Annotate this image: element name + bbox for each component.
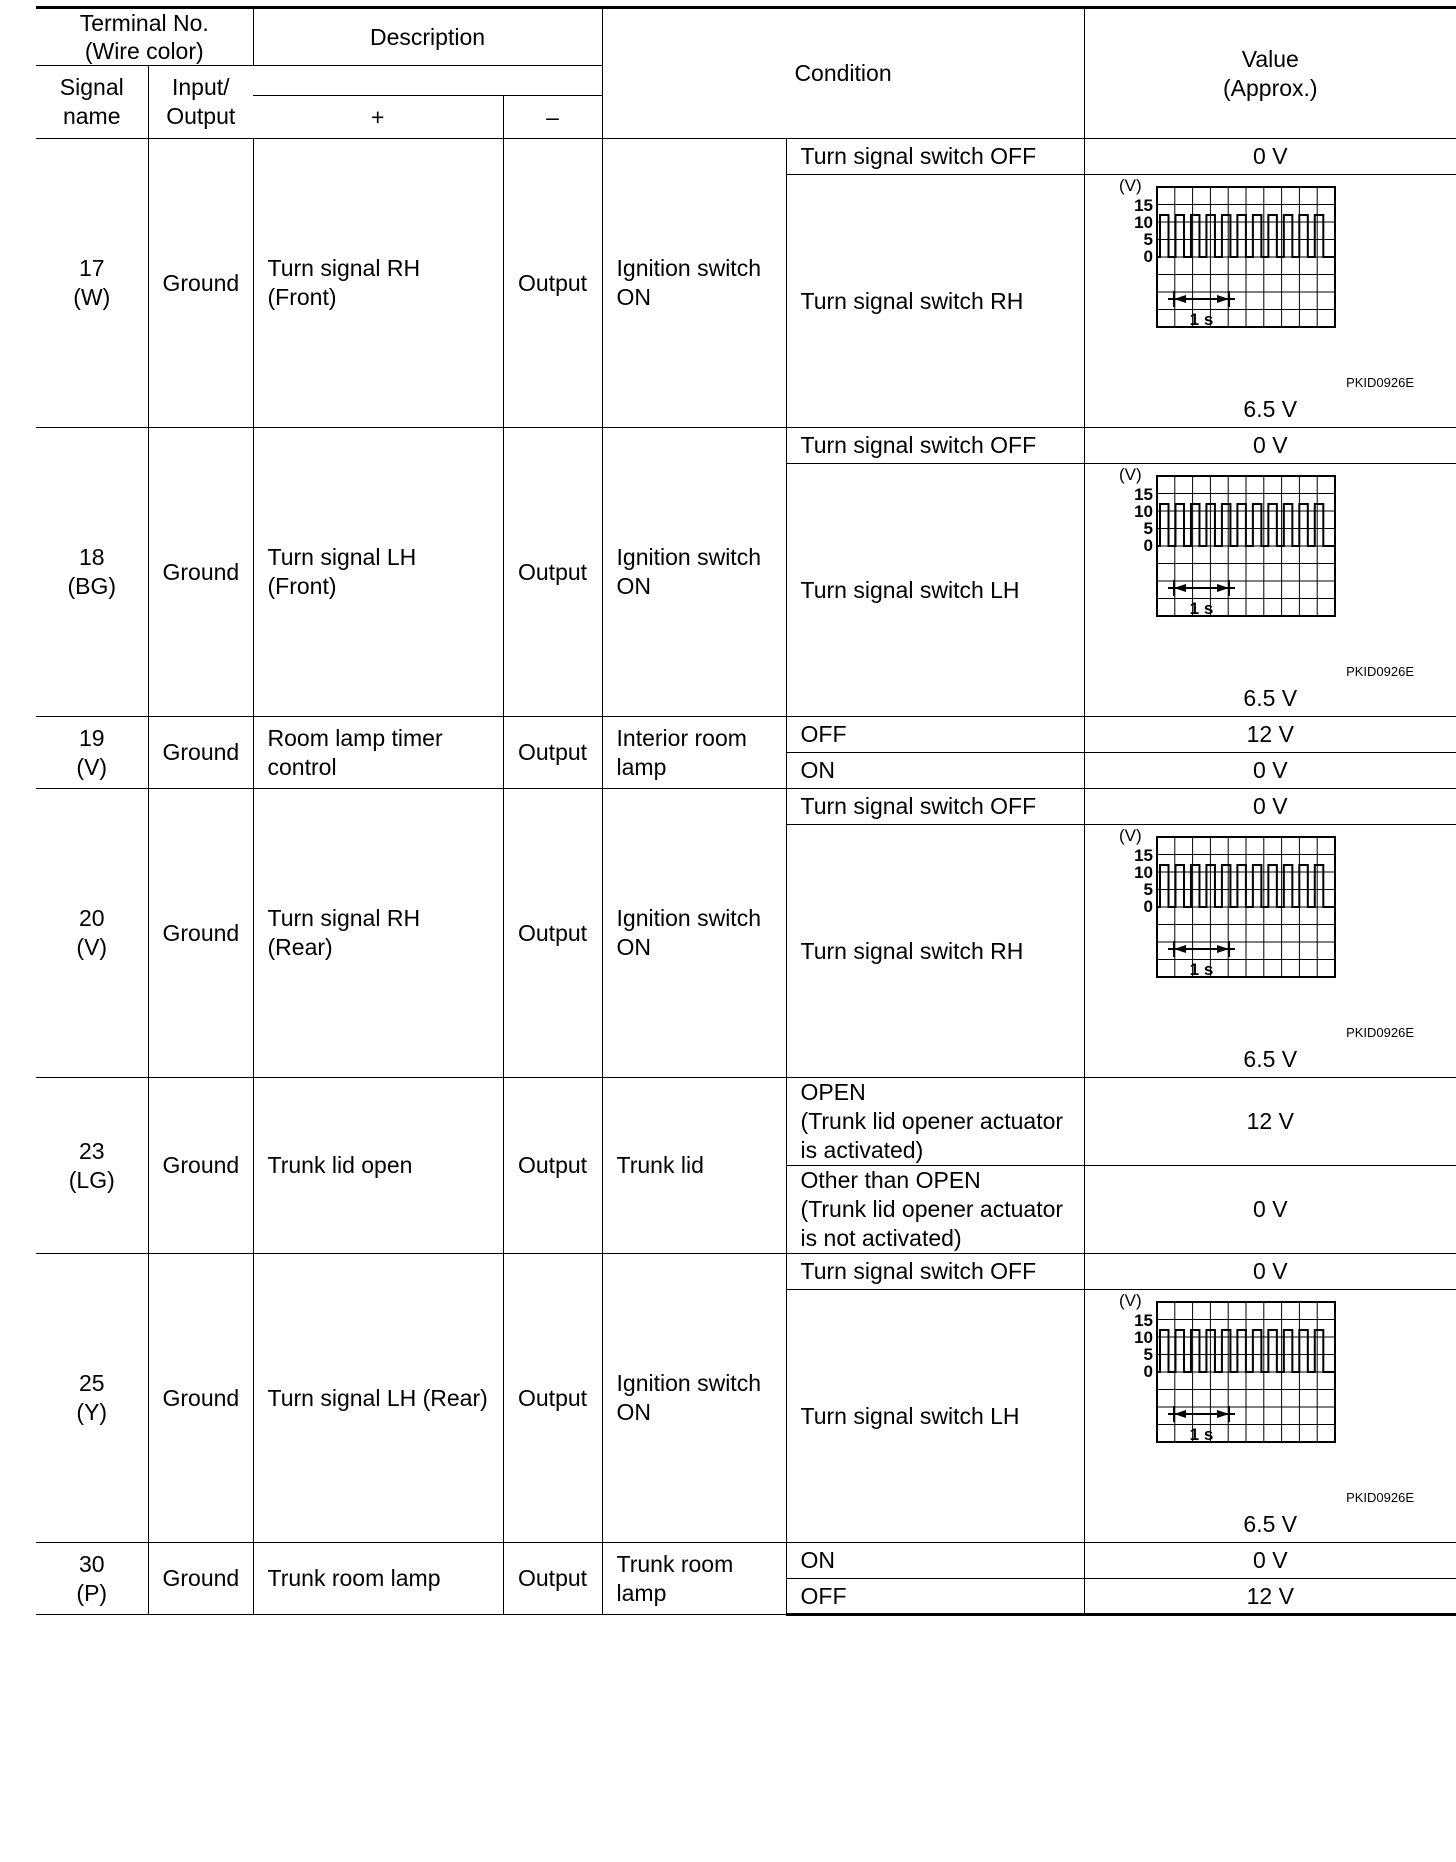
waveform-figure	[1085, 1290, 1456, 1542]
waveform-figure	[1085, 175, 1456, 427]
condition-main: Ignition switch ON	[602, 428, 786, 717]
square-wave-trace	[1157, 865, 1335, 907]
value-cell-text: 6.5 V	[1243, 396, 1298, 422]
table-body	[36, 139, 1456, 1615]
square-wave-graph	[1118, 176, 1415, 361]
value-cell: 0 V	[1084, 753, 1456, 789]
condition-sub: OFF	[786, 717, 1084, 753]
header-input-output: Input/ Output	[148, 66, 253, 139]
y-tick-label: 10	[1133, 502, 1153, 521]
terminal-reference-table	[36, 6, 1456, 1616]
ground-terminal: Ground	[148, 1254, 253, 1543]
header-minus: –	[503, 96, 602, 139]
condition-main: Ignition switch ON	[602, 1254, 786, 1543]
time-scale-label: 1 s	[1189, 310, 1213, 329]
table-row	[36, 1078, 1456, 1166]
time-scale-marker	[1168, 1406, 1235, 1422]
value-cell: 12 V	[1084, 1078, 1456, 1166]
y-tick-label: 15	[1133, 485, 1153, 504]
y-unit-label: (V)	[1118, 465, 1142, 484]
condition-sub: ON	[786, 1543, 1084, 1579]
terminal-number: 23 (LG)	[36, 1078, 148, 1254]
ground-terminal: Ground	[148, 789, 253, 1078]
condition-main: Trunk room lamp	[602, 1543, 786, 1615]
value-cell: 0 V	[1084, 1543, 1456, 1579]
condition-sub: Turn signal switch OFF	[786, 789, 1084, 825]
ground-terminal: Ground	[148, 1543, 253, 1615]
value-cell: 12 V	[1084, 1579, 1456, 1615]
y-tick-label: 15	[1133, 846, 1153, 865]
marker-arrow-left	[1174, 945, 1186, 953]
marker-arrow-right	[1217, 1410, 1229, 1418]
value-cell: 0 V	[1084, 428, 1456, 464]
y-unit-label: (V)	[1118, 826, 1142, 845]
time-scale-marker	[1168, 941, 1235, 957]
value-cell: 0 V	[1084, 789, 1456, 825]
y-tick-labels	[1134, 846, 1153, 916]
value-cell: 0 V	[1084, 1166, 1456, 1254]
y-tick-label: 15	[1133, 196, 1153, 215]
table-row	[36, 717, 1456, 753]
input-output: Output	[503, 1543, 602, 1615]
marker-arrow-left	[1174, 584, 1186, 592]
y-tick-labels	[1134, 1311, 1153, 1381]
marker-arrow-right	[1217, 945, 1229, 953]
condition-sub: ON	[786, 753, 1084, 789]
figure-code: PKID0926E	[1346, 664, 1415, 679]
input-output: Output	[503, 1078, 602, 1254]
table-row	[36, 789, 1456, 825]
terminal-number: 20 (V)	[36, 789, 148, 1078]
condition-sub: Turn signal switch LH	[786, 1290, 1084, 1543]
terminal-number: 30 (P)	[36, 1543, 148, 1615]
condition-sub: Turn signal switch RH	[786, 175, 1084, 428]
value-waveform-cell	[1084, 1290, 1456, 1543]
value-cell-text: 6.5 V	[1243, 1046, 1298, 1072]
table-row	[36, 1543, 1456, 1579]
condition-sub: Turn signal switch RH	[786, 825, 1084, 1078]
y-tick-label: 10	[1133, 863, 1153, 882]
signal-name: Room lamp timer control	[253, 717, 503, 789]
header-value: Value (Approx.)	[1084, 8, 1456, 139]
value-cell: 12 V	[1084, 717, 1456, 753]
y-tick-label: 0	[1143, 536, 1153, 555]
signal-name: Turn signal LH (Front)	[253, 428, 503, 717]
marker-arrow-left	[1174, 1410, 1186, 1418]
square-wave-trace	[1157, 215, 1335, 257]
condition-sub: Turn signal switch OFF	[786, 139, 1084, 175]
y-tick-label: 0	[1143, 1362, 1153, 1381]
input-output: Output	[503, 428, 602, 717]
square-wave-graph	[1118, 1291, 1415, 1476]
ground-terminal: Ground	[148, 428, 253, 717]
condition-main: Ignition switch ON	[602, 139, 786, 428]
y-tick-label: 10	[1133, 213, 1153, 232]
y-tick-labels	[1134, 196, 1153, 266]
input-output: Output	[503, 139, 602, 428]
header-signal-name: Signal name	[36, 66, 148, 139]
condition-main: Ignition switch ON	[602, 789, 786, 1078]
input-output: Output	[503, 717, 602, 789]
condition-sub: OFF	[786, 1579, 1084, 1615]
value-cell-text: 6.5 V	[1243, 1511, 1298, 1537]
signal-name: Turn signal LH (Rear)	[253, 1254, 503, 1543]
time-scale-label: 1 s	[1189, 599, 1213, 618]
waveform-figure	[1085, 825, 1456, 1077]
ground-terminal: Ground	[148, 1078, 253, 1254]
figure-code: PKID0926E	[1346, 1025, 1415, 1040]
terminal-number: 18 (BG)	[36, 428, 148, 717]
y-tick-label: 15	[1133, 1311, 1153, 1330]
signal-name: Trunk lid open	[253, 1078, 503, 1254]
condition-sub: Turn signal switch LH	[786, 464, 1084, 717]
header-description: Description	[253, 8, 602, 66]
value-cell-text: 6.5 V	[1243, 685, 1298, 711]
y-tick-label: 0	[1143, 897, 1153, 916]
condition-main: Trunk lid	[602, 1078, 786, 1254]
y-tick-label: 5	[1143, 230, 1153, 249]
time-scale-label: 1 s	[1189, 1425, 1213, 1444]
waveform-figure	[1085, 464, 1456, 716]
square-wave-trace	[1157, 504, 1335, 546]
signal-name: Turn signal RH (Rear)	[253, 789, 503, 1078]
condition-sub: Turn signal switch OFF	[786, 1254, 1084, 1290]
figure-code: PKID0926E	[1346, 375, 1415, 390]
marker-arrow-right	[1217, 295, 1229, 303]
value-waveform-cell	[1084, 464, 1456, 717]
figure-code: PKID0926E	[1346, 1490, 1415, 1505]
time-scale-label: 1 s	[1189, 960, 1213, 979]
ground-terminal: Ground	[148, 717, 253, 789]
condition-sub: OPEN (Trunk lid opener actuator is activated)	[786, 1078, 1084, 1166]
header-condition: Condition	[602, 8, 1084, 139]
condition-main: Interior room lamp	[602, 717, 786, 789]
value-waveform-cell	[1084, 825, 1456, 1078]
y-tick-labels	[1134, 485, 1153, 555]
header-plus: +	[253, 96, 503, 139]
table-row	[36, 1254, 1456, 1290]
signal-name: Turn signal RH (Front)	[253, 139, 503, 428]
y-unit-label: (V)	[1118, 1291, 1142, 1310]
time-scale-marker	[1168, 291, 1235, 307]
y-tick-label: 5	[1143, 1345, 1153, 1364]
square-wave-graph	[1118, 826, 1415, 1011]
ground-terminal: Ground	[148, 139, 253, 428]
condition-sub: Other than OPEN (Trunk lid opener actuator is not activated)	[786, 1166, 1084, 1254]
square-wave-trace	[1157, 1330, 1335, 1372]
y-tick-label: 0	[1143, 247, 1153, 266]
input-output: Output	[503, 789, 602, 1078]
marker-arrow-left	[1174, 295, 1186, 303]
terminal-number: 17 (W)	[36, 139, 148, 428]
input-output: Output	[503, 1254, 602, 1543]
value-cell: 0 V	[1084, 139, 1456, 175]
signal-name: Trunk room lamp	[253, 1543, 503, 1615]
square-wave-graph	[1118, 465, 1415, 650]
y-unit-label: (V)	[1118, 176, 1142, 195]
y-tick-label: 5	[1143, 880, 1153, 899]
y-tick-label: 10	[1133, 1328, 1153, 1347]
terminal-number: 25 (Y)	[36, 1254, 148, 1543]
table-row	[36, 428, 1456, 464]
marker-arrow-right	[1217, 584, 1229, 592]
table-row	[36, 139, 1456, 175]
time-scale-marker	[1168, 580, 1235, 596]
terminal-number: 19 (V)	[36, 717, 148, 789]
y-tick-label: 5	[1143, 519, 1153, 538]
header-terminal-no: Terminal No. (Wire color)	[36, 8, 253, 66]
condition-sub: Turn signal switch OFF	[786, 428, 1084, 464]
value-cell: 0 V	[1084, 1254, 1456, 1290]
value-waveform-cell	[1084, 175, 1456, 428]
